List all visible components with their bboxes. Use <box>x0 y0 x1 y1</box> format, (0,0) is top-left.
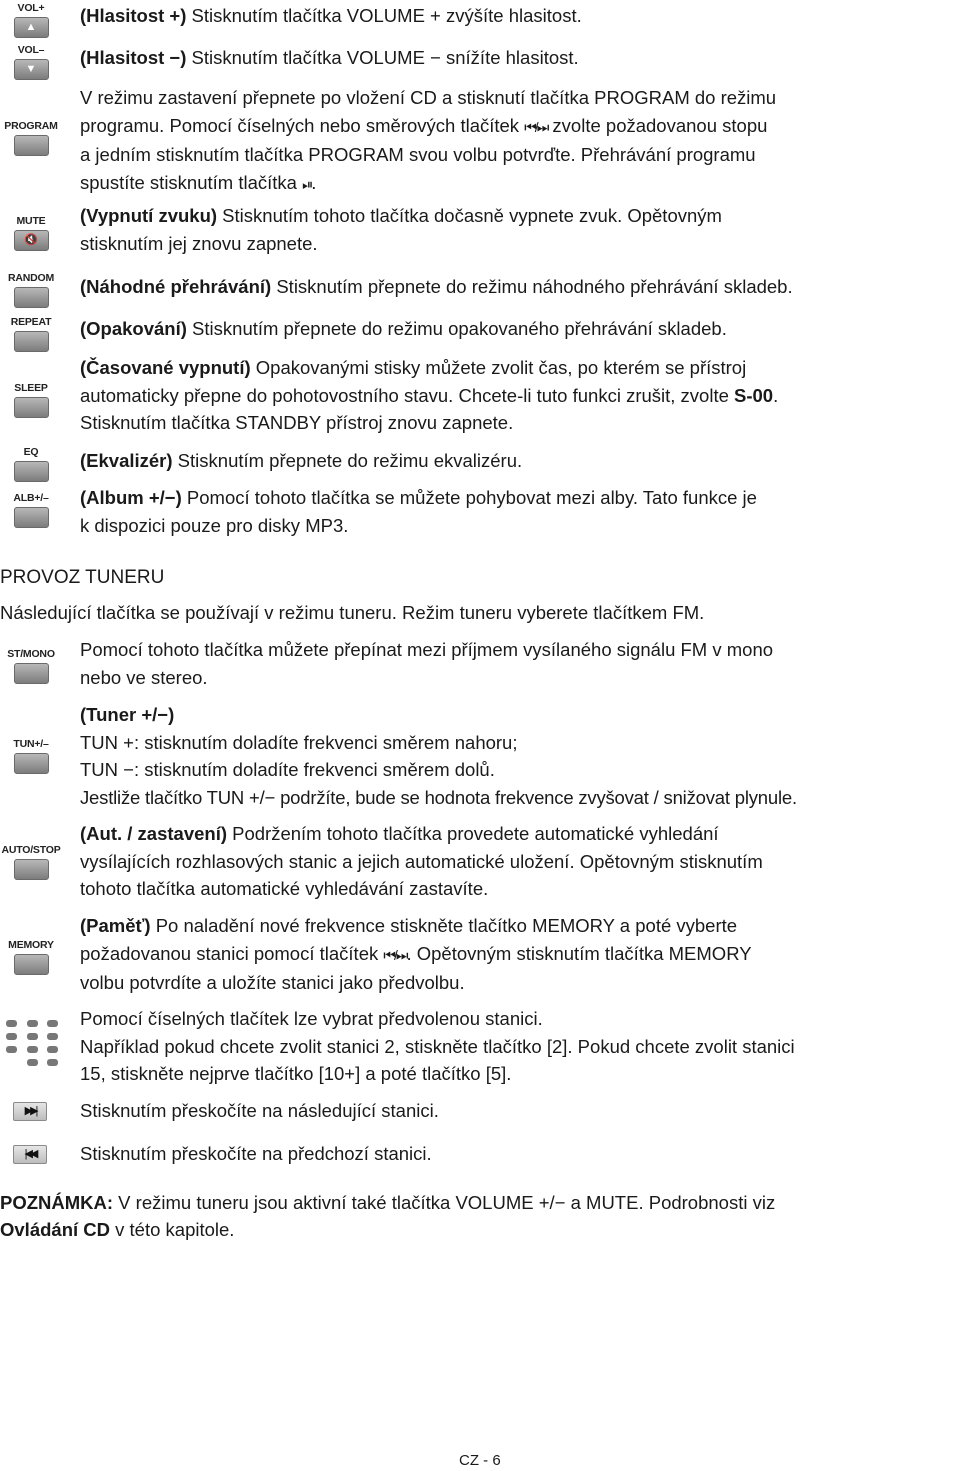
tuner-intro: Následující tlačítka se používají v režimu tuneru. Režim tuneru vyberete tlačítkem FM. <box>0 602 705 623</box>
repeat-title: (Opakování) <box>80 318 187 339</box>
vol-plus-text: Stisknutím tlačítka VOLUME + zvýšíte hlasitost. <box>186 5 582 26</box>
auto-description <box>80 820 960 903</box>
program-button[interactable] <box>0 120 62 156</box>
up-triangle-icon: ▲ <box>25 21 37 33</box>
tuner-title: (Tuner +/−) <box>80 704 175 725</box>
note <box>0 1189 960 1243</box>
eq-text: Stisknutím přepnete do režimu ekvalizéru. <box>172 450 523 471</box>
mute-line-2: stisknutím jej znovu zapnete. <box>80 232 318 254</box>
memory-line-2: požadovanou stanici pomocí tlačítek ⏮/⏭. Opětovným stisknutím tlačítka MEMORY <box>80 942 752 964</box>
auto-stop-key[interactable] <box>14 859 49 880</box>
vol-plus-button[interactable] <box>0 2 62 38</box>
page-number: CZ - 6 <box>459 1452 501 1469</box>
vol-minus-button[interactable] <box>0 44 62 80</box>
sleep-label: SLEEP <box>14 382 48 394</box>
program-description <box>80 84 960 198</box>
memory-line-3: volbu potvrdíte a uložíte stanici jako předvolbu. <box>80 972 465 993</box>
eq-key[interactable] <box>14 461 49 482</box>
program-line-2: programu. Pomocí číselných nebo směrových tlačítek ⏮/⏭ zvolte požadovanou stopu <box>80 114 768 136</box>
vol-minus-text: Stisknutím tlačítka VOLUME − snížíte hlasitost. <box>186 47 579 68</box>
sleep-key[interactable] <box>14 397 49 418</box>
sleep-line-3: Stisknutím tlačítka STANDBY přístroj znovu zapnete. <box>80 412 514 433</box>
prev-next-icon: ⏮/⏭ <box>383 946 407 963</box>
numeric-line-3: 15, stiskněte nejprve tlačítko [10+] a poté tlačítko [5]. <box>80 1063 512 1084</box>
random-label: RANDOM <box>7 272 55 284</box>
tuner-description <box>80 701 960 811</box>
album-button[interactable] <box>0 492 62 528</box>
tuner-button[interactable] <box>0 738 62 774</box>
numeric-keypad-icon[interactable] <box>6 1020 58 1070</box>
eq-label: EQ <box>23 446 39 458</box>
sleep-s00: S-00 <box>734 384 774 406</box>
album-line-2: k dispozici pouze pro disky MP3. <box>80 514 349 536</box>
sleep-line-1: (Časované vypnutí) Opakovanými stisky můžete zvolit čas, po kterém se přístroj <box>80 357 747 378</box>
repeat-text: Stisknutím přepnete do režimu opakovaného přehrávání skladeb. <box>186 318 727 339</box>
mute-key[interactable] <box>14 230 49 251</box>
stmono-description <box>80 636 960 691</box>
repeat-button[interactable] <box>0 316 62 352</box>
album-line-1: (Album +/−) Pomocí tohoto tlačítka se můžete pohybovat mezi alby. Tato funkce je <box>80 487 757 508</box>
auto-stop-label: AUTO/STOP <box>1 844 61 856</box>
stmono-line-2: nebo ve stereo. <box>80 666 208 688</box>
tuner-heading: PROVOZ TUNERU <box>0 567 165 588</box>
vol-minus-title: (Hlasitost −) <box>80 47 187 68</box>
previous-description: Stisknutím přeskočíte na předchozí stanici. <box>80 1143 432 1164</box>
prev-next-icon: ⏮/⏭ <box>524 118 548 135</box>
repeat-label: REPEAT <box>10 316 52 328</box>
tuner-label: TUN+/– <box>13 738 49 750</box>
vol-plus-key[interactable] <box>14 17 49 38</box>
st-mono-key[interactable] <box>14 663 49 684</box>
memory-description <box>80 912 960 997</box>
program-line-1: V režimu zastavení přepnete po vložení CD a stisknutí tlačítka PROGRAM do režimu <box>80 87 777 108</box>
vol-minus-key[interactable] <box>14 59 49 80</box>
sleep-line-2: automaticky přepne do pohotovostního stavu. Chcete-li tuto funkci zrušit, zvolte S-00. <box>80 384 779 406</box>
tuner-line-2: TUN −: stisknutím doladíte frekvenci směrem dolů. <box>80 759 495 780</box>
auto-line-3: tohoto tlačítka automatické vyhledávání zastavíte. <box>80 878 489 899</box>
note-line-2: Ovládání CD v této kapitole. <box>0 1219 235 1240</box>
random-title: (Náhodné přehrávání) <box>80 276 272 297</box>
auto-stop-button[interactable] <box>0 844 62 880</box>
tuner-line-3: Jestliže tlačítko TUN +/− podržíte, bude se hodnota frekvence zvyšovat / snižovat plynule. <box>80 786 797 808</box>
vol-plus-title: (Hlasitost +) <box>80 5 187 26</box>
memory-key[interactable] <box>14 954 49 975</box>
mute-button[interactable] <box>0 215 62 251</box>
note-line-1: POZNÁMKA: V režimu tuneru jsou aktivní také tlačítka VOLUME +/− a MUTE. Podrobnosti viz <box>0 1192 776 1213</box>
album-title: (Album +/−) <box>80 487 182 508</box>
eq-description <box>80 447 960 475</box>
numeric-line-1: Pomocí číselných tlačítek lze vybrat předvolenou stanici. <box>80 1008 543 1029</box>
note-reference: Ovládání CD <box>0 1219 110 1240</box>
vol-plus-label: VOL+ <box>17 2 45 14</box>
memory-button[interactable] <box>0 939 62 975</box>
mute-line-1: (Vypnutí zvuku) Stisknutím tohoto tlačítka dočasně vypnete zvuk. Opětovným <box>80 205 722 226</box>
memory-line-1: (Paměť) Po naladění nové frekvence stiskněte tlačítko MEMORY a poté vyberte <box>80 915 738 936</box>
auto-title: (Aut. / zastavení) <box>80 823 227 844</box>
random-button[interactable] <box>0 272 62 308</box>
vol-minus-label: VOL– <box>17 44 45 56</box>
next-description: Stisknutím přeskočíte na následující stanici. <box>80 1100 439 1121</box>
auto-line-1: (Aut. / zastavení) Podržením tohoto tlačítka provedete automatické vyhledání <box>80 823 719 844</box>
vol-minus-description <box>80 44 960 72</box>
sleep-button[interactable] <box>0 382 62 418</box>
st-mono-button[interactable] <box>0 648 62 684</box>
sleep-description <box>80 354 960 437</box>
mute-title: (Vypnutí zvuku) <box>80 205 218 226</box>
tuner-line-1: TUN +: stisknutím doladíte frekvenci směrem nahoru; <box>80 731 518 753</box>
album-key[interactable] <box>14 507 49 528</box>
album-label: ALB+/– <box>13 492 49 504</box>
repeat-key[interactable] <box>14 331 49 352</box>
mute-description <box>80 202 960 257</box>
eq-button[interactable] <box>0 446 62 482</box>
stmono-line-1: Pomocí tohoto tlačítka můžete přepínat mezi příjmem vysílaného signálu FM v mono <box>80 639 774 660</box>
down-triangle-icon: ▼ <box>25 63 37 75</box>
auto-line-2: vysílajících rozhlasových stanic a jejich automatické uložení. Opětovným stisknutím <box>80 850 763 872</box>
program-label: PROGRAM <box>4 120 58 132</box>
random-description <box>80 273 960 301</box>
repeat-description <box>80 315 960 343</box>
speaker-mute-icon: 🔇 <box>24 234 38 246</box>
play-pause-icon: ⏯ <box>302 175 312 192</box>
st-mono-label: ST/MONO <box>7 648 55 660</box>
numeric-line-2: Například pokud chcete zvolit stanici 2, stiskněte tlačítko [2]. Pokud chcete zvolit stanici <box>80 1035 795 1057</box>
note-label: POZNÁMKA: <box>0 1192 114 1213</box>
next-icon[interactable]: ▶▶| <box>13 1102 47 1121</box>
random-text: Stisknutím přepnete do režimu náhodného přehrávání skladeb. <box>271 276 793 297</box>
memory-label: MEMORY <box>8 939 54 951</box>
program-line-3: a jedním stisknutím tlačítka PROGRAM svou volbu potvrďte. Přehrávání programu <box>80 144 756 165</box>
numeric-description <box>80 1005 960 1088</box>
random-key[interactable] <box>14 287 49 308</box>
memory-title: (Paměť) <box>80 915 151 936</box>
tuner-key[interactable] <box>14 753 49 774</box>
program-line-4: spustíte stisknutím tlačítka ⏯. <box>80 171 317 193</box>
vol-plus-description <box>80 2 960 30</box>
eq-title: (Ekvalizér) <box>80 450 173 471</box>
mute-label: MUTE <box>16 215 46 227</box>
previous-icon[interactable]: |◀◀ <box>13 1145 47 1164</box>
sleep-title: (Časované vypnutí) <box>80 357 251 378</box>
album-description <box>80 484 960 539</box>
program-key[interactable] <box>14 135 49 156</box>
